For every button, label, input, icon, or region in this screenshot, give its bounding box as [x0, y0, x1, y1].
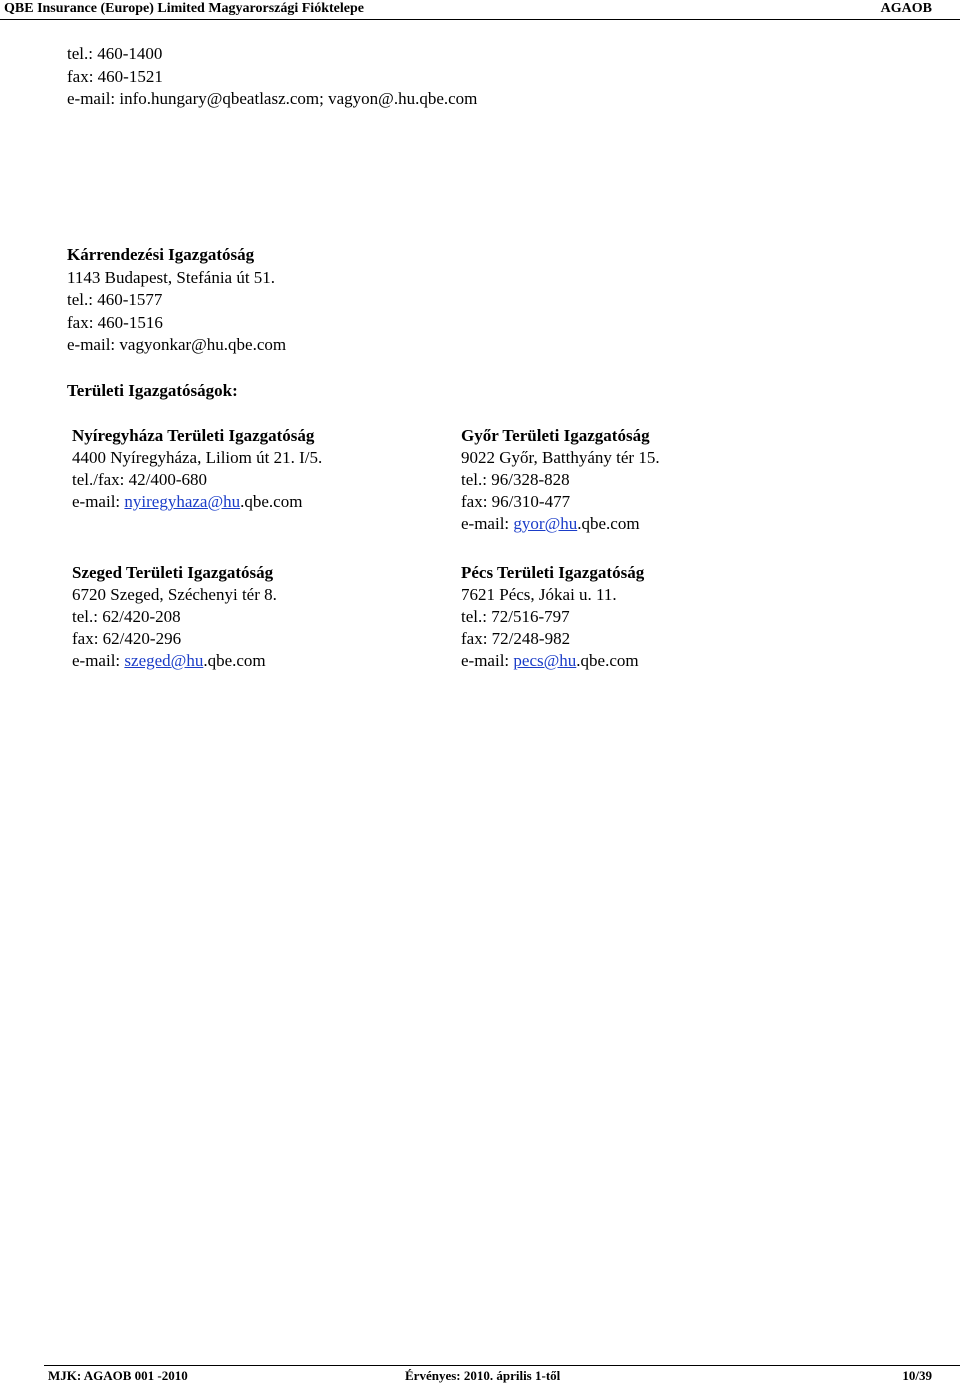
footer-validity: Érvényes: 2010. április 1-től — [405, 1368, 561, 1383]
email-domain: .qbe.com — [577, 514, 640, 533]
office-tel: tel.: 62/420-208 — [72, 607, 181, 626]
header-company-name: QBE Insurance (Europe) Limited Magyarországi Fióktelepe — [4, 1, 364, 16]
email-domain: .qbe.com — [576, 651, 639, 670]
email-link[interactable]: pecs@hu — [513, 651, 577, 670]
email-domain: .qbe.com — [240, 492, 303, 511]
office-email — [72, 491, 322, 513]
office-title: Pécs Területi Igazgatóság — [461, 563, 645, 582]
claims-title: Kárrendezési Igazgatóság — [67, 245, 255, 264]
page-header — [0, 0, 960, 18]
claims-email: e-mail: vagyonkar@hu.qbe.com — [67, 335, 287, 354]
office-title: Szeged Területi Igazgatóság — [72, 563, 274, 582]
claims-fax: fax: 460-1516 — [67, 312, 163, 332]
office-address: 7621 Pécs, Jókai u. 11. — [461, 585, 617, 604]
office-email — [72, 650, 277, 672]
office-address: 9022 Győr, Batthyány tér 15. — [461, 448, 660, 467]
main-fax: fax: 460-1521 — [67, 66, 163, 86]
email-label: e-mail: — [72, 651, 125, 670]
header-doc-code: AGAOB — [880, 1, 932, 16]
main-contact-block — [67, 43, 477, 111]
email-label: e-mail: — [461, 651, 514, 670]
office-address: 6720 Szeged, Széchenyi tér 8. — [72, 585, 277, 604]
claims-address: 1143 Budapest, Stefánia út 51. — [67, 267, 276, 287]
office-tel: tel.: 72/516-797 — [461, 607, 570, 626]
footer-page-number: 10/39 — [902, 1368, 932, 1383]
regional-heading: Területi Igazgatóságok: — [67, 381, 238, 400]
office-nyiregyhaza — [72, 425, 322, 513]
office-email — [461, 650, 644, 672]
email-link[interactable]: nyiregyhaza@hu — [124, 492, 241, 511]
email-domain: .qbe.com — [203, 651, 266, 670]
office-fax: fax: 96/310-477 — [461, 492, 571, 511]
office-fax: fax: 72/248-982 — [461, 629, 571, 648]
office-tel: tel./fax: 42/400-680 — [72, 470, 208, 489]
office-fax: fax: 62/420-296 — [72, 629, 182, 648]
office-pecs — [461, 562, 644, 672]
main-email: e-mail: info.hungary@qbeatlasz.com; vagyon@.hu.qbe.com — [67, 89, 478, 108]
claims-tel: tel.: 460-1577 — [67, 290, 163, 309]
main-tel: tel.: 460-1400 — [67, 44, 163, 63]
office-gyor — [461, 425, 660, 535]
office-szeged — [72, 562, 277, 672]
email-link[interactable]: gyor@hu — [513, 514, 578, 533]
office-title: Nyíregyháza Területi Igazgatóság — [72, 426, 315, 445]
claims-directorate-block — [67, 244, 286, 357]
footer-divider — [44, 1365, 960, 1366]
regional-heading-block — [67, 380, 238, 403]
email-label: e-mail: — [461, 514, 514, 533]
office-email — [461, 513, 660, 535]
header-divider — [0, 19, 960, 20]
office-address: 4400 Nyíregyháza, Liliom út 21. I/5. — [72, 448, 323, 467]
office-tel: tel.: 96/328-828 — [461, 470, 570, 489]
footer-doc-id: MJK: AGAOB 001 -2010 — [48, 1368, 188, 1383]
email-label: e-mail: — [72, 492, 125, 511]
office-title: Győr Területi Igazgatóság — [461, 426, 650, 445]
email-link[interactable]: szeged@hu — [124, 651, 204, 670]
